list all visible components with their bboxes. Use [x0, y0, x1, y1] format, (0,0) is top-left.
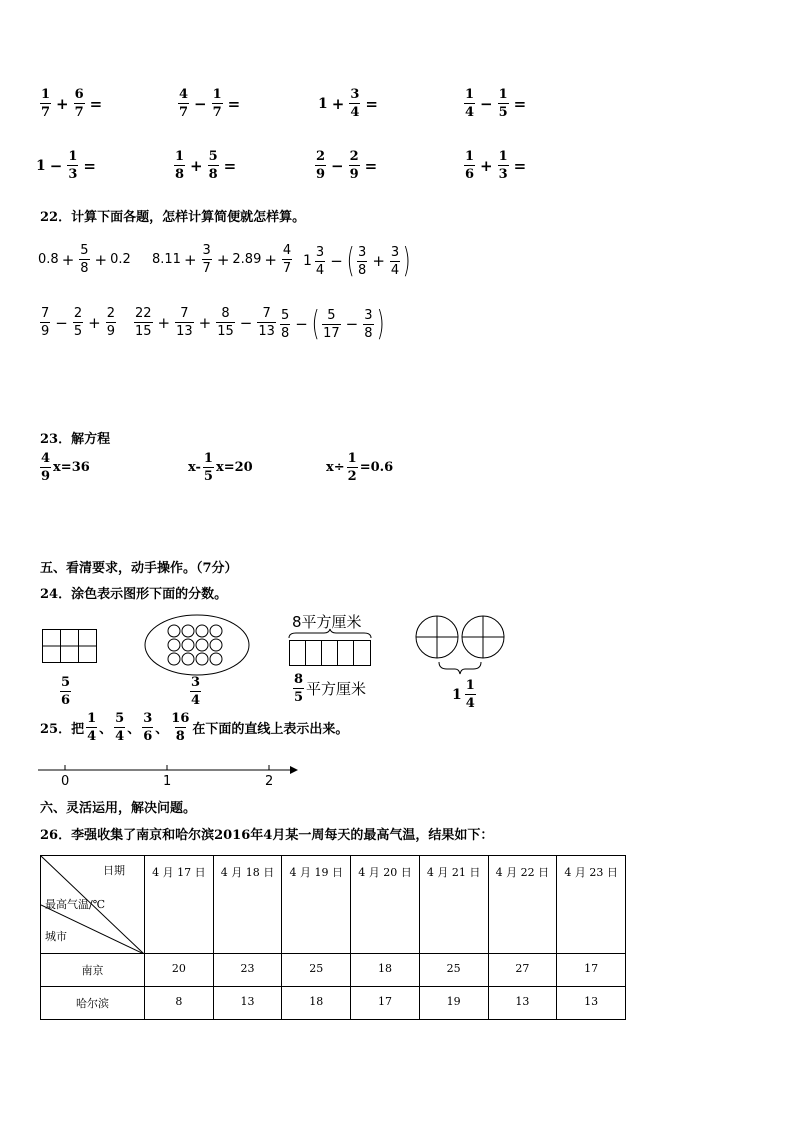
q22-heading: 22．计算下面各题，怎样计算简便就怎样算。 — [40, 210, 306, 225]
section-6-heading: 六、灵活运用，解决问题。 — [40, 801, 197, 816]
q22-expr-3: 1 $\frac{3}{4}$ − ( $\frac{3}{8}$ + $\frac{3}{4}$ ) — [303, 241, 411, 281]
q23-heading: 23．解方程 — [40, 432, 111, 447]
q26-heading: 26．李强收集了南京和哈尔滨2016年4月某一周每天的最高气温，结果如下： — [40, 828, 494, 843]
number-line[interactable] — [38, 762, 302, 774]
q22-expr-1: 0.8 + $\frac{5}{8}$ + 0.2 — [38, 243, 131, 276]
tick-label-0: 0 — [61, 774, 70, 789]
table-corner-cell — [41, 856, 145, 954]
corner-city-label: 城市 — [45, 930, 67, 943]
date-header: 4 月 22 日 — [488, 856, 557, 954]
expr-r1-3: 1 + $\frac{3}{4}$ = — [318, 87, 378, 120]
q22-expr-5: $\frac{22}{15}$ + $\frac{7}{13}$ + $\frac{8}{15}$ − $\frac{7}{13}$ — [135, 306, 275, 339]
date-header: 4 月 19 日 — [282, 856, 351, 954]
figure-grid-rect[interactable] — [42, 629, 98, 665]
expr-r1-2: $\frac{4}{7}$ − $\frac{1}{7}$ = — [179, 87, 241, 120]
q23-eq-2: x- $\frac{1}{5}$ x=20 — [188, 451, 253, 484]
q22-expr-6: $\frac{5}{8}$ − ( $\frac{5}{17}$ − $\frac{3}{8}$ ) — [281, 304, 385, 344]
figure-quartered-circles[interactable] — [415, 614, 507, 680]
city-cell: 南京 — [41, 954, 145, 987]
rect-area-label: 8平方厘米 — [292, 613, 362, 631]
expr-r2-1: 1 − $\frac{1}{3}$ = — [36, 149, 96, 182]
q24-fraction-2: $\frac{3}{4}$ — [191, 675, 201, 708]
tick-label-2: 2 — [265, 774, 274, 789]
table-row: 哈尔滨 8 13 18 17 19 13 13 — [41, 987, 626, 1020]
q24-fraction-3: $\frac{8}{5}$ 平方厘米 — [294, 672, 367, 705]
q24-fraction-4: 1 $\frac{1}{4}$ — [452, 678, 475, 711]
figure-strip-rect[interactable] — [288, 628, 372, 668]
q23-eq-3: x÷ $\frac{1}{2}$ =0.6 — [326, 451, 394, 484]
date-header: 4 月 21 日 — [419, 856, 488, 954]
expr-r1-1: $\frac{1}{7}$ + $\frac{6}{7}$ = — [41, 87, 103, 120]
q22-expr-2: 8.11 + $\frac{3}{7}$ + 2.89 + $\frac{4}{7}$ — [152, 243, 292, 276]
date-header: 4 月 20 日 — [351, 856, 420, 954]
expr-r1-4: $\frac{1}{4}$ − $\frac{1}{5}$ = — [465, 87, 527, 120]
q24-fraction-1: $\frac{5}{6}$ — [61, 675, 71, 708]
corner-date-label: 日期 — [103, 864, 125, 877]
q23-eq-1: $\frac{4}{9}$ x=36 — [41, 451, 90, 484]
expr-r2-2: $\frac{1}{8}$ + $\frac{5}{8}$ = — [175, 149, 237, 182]
corner-temp-label: 最高气温/℃ — [45, 898, 106, 911]
section-5-heading: 五、看清要求，动手操作。（7分） — [40, 561, 238, 576]
fraction: $\frac{1}{7}$ — [41, 87, 51, 120]
tick-label-1: 1 — [163, 774, 172, 789]
fraction: $\frac{6}{7}$ — [74, 87, 84, 120]
expr-r2-4: $\frac{1}{6}$ + $\frac{1}{3}$ = — [465, 149, 527, 182]
q24-heading: 24．涂色表示图形下面的分数。 — [40, 587, 228, 602]
date-header: 4 月 17 日 — [145, 856, 214, 954]
table-row: 南京 20 23 25 18 25 27 17 — [41, 954, 626, 987]
q22-expr-4: $\frac{7}{9}$ − $\frac{2}{5}$ + $\frac{2}{9}$ — [41, 306, 115, 339]
expr-r2-3: $\frac{2}{9}$ − $\frac{2}{9}$ = — [316, 149, 378, 182]
city-cell: 哈尔滨 — [41, 987, 145, 1020]
q25-heading: 25．把 $\frac{1}{4}$ 、 $\frac{5}{4}$ 、 $\frac{3}{6}$ 、 $\frac{16}{8}$ 在下面的直线上表示出来。 — [40, 711, 349, 744]
temperature-table — [40, 855, 626, 1020]
date-header: 4 月 18 日 — [213, 856, 282, 954]
date-header: 4 月 23 日 — [557, 856, 626, 954]
figure-ellipse-circles[interactable] — [144, 614, 250, 676]
